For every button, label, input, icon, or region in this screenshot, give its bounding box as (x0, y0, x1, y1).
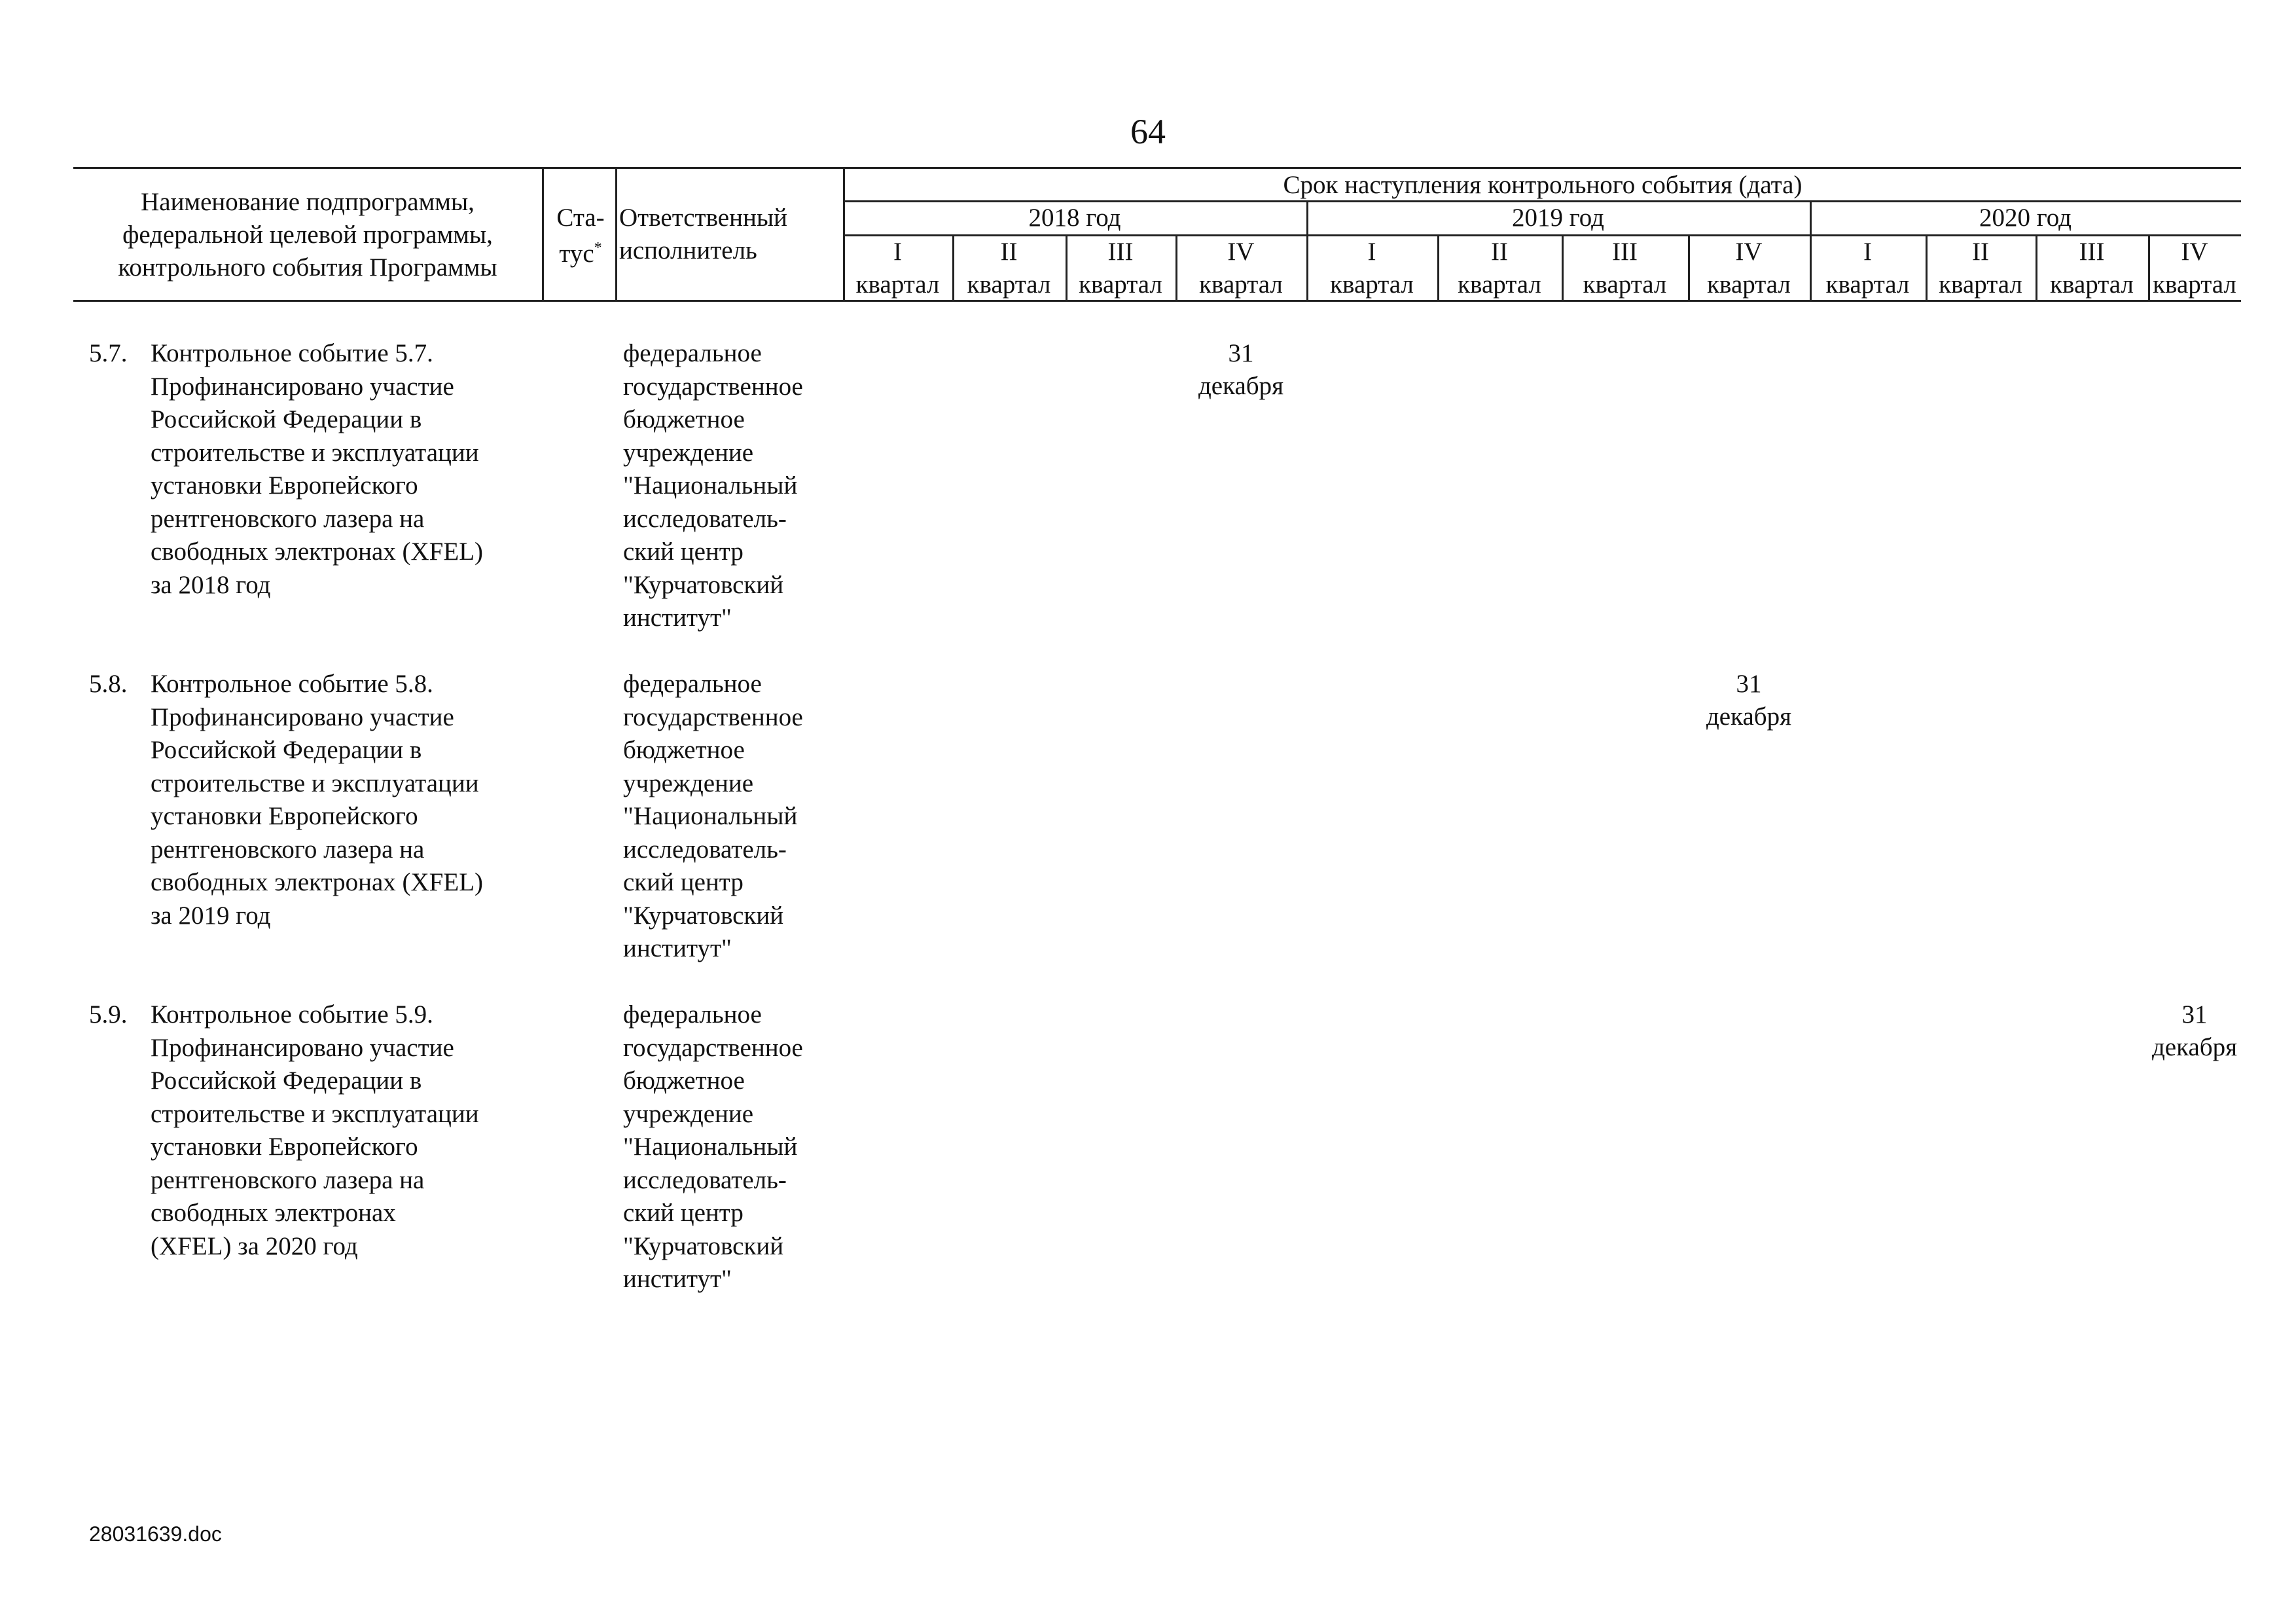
executor-line: "Национальный (623, 1133, 798, 1161)
header-status-column (545, 203, 617, 269)
header-name-column (85, 186, 530, 284)
executor-line: исследователь- (623, 1165, 787, 1194)
row-deadline-date (2129, 998, 2260, 1064)
executor-line: институт" (623, 604, 732, 632)
event-name-line: Контрольное событие 5.8. (151, 670, 433, 698)
event-name-line: рентгеновского лазера на (151, 1165, 425, 1194)
event-name-line: рентгеновского лазера на (151, 504, 425, 533)
document-filename: 28031639.doc (89, 1522, 222, 1546)
executor-line: ский центр (623, 868, 744, 896)
header-quarter-9 (1810, 236, 1926, 301)
quarter-numeral: IV (1735, 238, 1763, 266)
event-name-line: установки Европейского (151, 802, 418, 830)
header-status-line-1: Ста- (556, 204, 605, 232)
event-name-line: Российской Федерации в (151, 405, 422, 433)
header-quarter-10 (1926, 236, 2036, 301)
executor-line: институт" (623, 934, 732, 962)
executor-line: государственное (623, 372, 803, 401)
header-quarter-1 (843, 236, 952, 301)
date-month: декабря (2151, 1033, 2238, 1061)
executor-line: бюджетное (623, 1067, 745, 1095)
header-executor-column (619, 202, 842, 267)
quarter-word: квартал (1583, 270, 1667, 299)
date-month: декабря (1198, 372, 1284, 400)
quarter-word: квартал (1330, 270, 1414, 299)
header-executor-line-1: Ответственный (619, 204, 787, 232)
executor-line: учреждение (623, 1099, 754, 1128)
row-executor (623, 337, 803, 635)
event-name-line: рентгеновского лазера на (151, 835, 425, 864)
executor-line: бюджетное (623, 405, 745, 433)
header-deadline-title: Срок наступления контрольного события (дата) (1283, 171, 1803, 199)
quarter-numeral: III (2079, 238, 2105, 266)
quarter-numeral: III (1107, 238, 1134, 266)
header-status-line-2 (545, 233, 617, 269)
header-status-word: тус (559, 240, 594, 268)
event-name-line: Профинансировано участие (151, 702, 454, 731)
event-name-line: Контрольное событие 5.9. (151, 1000, 433, 1029)
quarter-numeral: I (1367, 238, 1376, 266)
header-name-line-3: контрольного события Программы (118, 253, 497, 282)
event-name-line: свободных электронах (XFEL) (151, 538, 484, 566)
quarter-numeral: II (1000, 238, 1018, 266)
header-name-line-2: федеральной целевой программы, (122, 221, 493, 249)
event-name-line: строительстве и эксплуатации (151, 1099, 479, 1128)
executor-line: "Курчатовский (623, 901, 784, 930)
executor-line: федеральное (623, 339, 762, 367)
executor-line: "Курчатовский (623, 1231, 784, 1260)
event-name-line: Российской Федерации в (151, 1067, 422, 1095)
row-deadline-date (1683, 668, 1814, 733)
executor-line: федеральное (623, 1000, 762, 1029)
event-name-line: установки Европейского (151, 1133, 418, 1161)
header-quarter-11 (2036, 236, 2148, 301)
date-day: 31 (1228, 339, 1254, 367)
event-name-line: (XFEL) за 2020 год (151, 1231, 358, 1260)
quarter-numeral: IV (2181, 238, 2208, 266)
executor-line: государственное (623, 1033, 803, 1062)
header-quarter-4 (1175, 236, 1306, 301)
header-quarter-2 (952, 236, 1066, 301)
executor-line: ский центр (623, 538, 744, 566)
quarter-word: квартал (1939, 270, 2022, 299)
event-name-line: установки Европейского (151, 471, 418, 500)
date-day: 31 (1736, 670, 1762, 698)
quarter-word: квартал (1079, 270, 1162, 299)
date-month: декабря (1706, 702, 1792, 731)
page-number: 64 (1130, 112, 1166, 151)
event-name-line: свободных электронах (XFEL) (151, 868, 484, 896)
quarter-numeral: I (893, 238, 902, 266)
header-quarter-12 (2148, 236, 2241, 301)
quarter-numeral: II (1491, 238, 1508, 266)
event-name-line: Профинансировано участие (151, 1033, 454, 1062)
event-name-line: за 2019 год (151, 901, 271, 930)
executor-line: ский центр (623, 1199, 744, 1227)
event-name-line: свободных электронах (151, 1199, 396, 1227)
event-name-line: Профинансировано участие (151, 372, 454, 401)
executor-line: учреждение (623, 438, 754, 467)
row-number: 5.7. (89, 339, 128, 367)
executor-line: "Национальный (623, 471, 798, 500)
event-name-line: строительстве и эксплуатации (151, 769, 479, 797)
quarter-word: квартал (2153, 270, 2236, 299)
row-executor (623, 998, 803, 1296)
quarter-word: квартал (1199, 270, 1283, 299)
executor-line: исследователь- (623, 504, 787, 533)
header-year-1: 2018 год (1028, 204, 1121, 232)
event-name-line: Контрольное событие 5.7. (151, 339, 433, 367)
executor-line: "Национальный (623, 802, 798, 830)
row-event-name (151, 998, 479, 1263)
quarter-word: квартал (2050, 270, 2134, 299)
header-quarter-5 (1306, 236, 1437, 301)
quarter-numeral: I (1863, 238, 1872, 266)
header-quarter-3 (1066, 236, 1175, 301)
header-year-3: 2020 год (1979, 204, 2072, 232)
header-name-line-1: Наименование подпрограммы, (141, 188, 475, 216)
executor-line: учреждение (623, 769, 754, 797)
executor-line: исследователь- (623, 835, 787, 864)
header-quarter-6 (1437, 236, 1562, 301)
header-quarter-8 (1688, 236, 1810, 301)
executor-line: государственное (623, 702, 803, 731)
event-name-line: строительстве и эксплуатации (151, 438, 479, 467)
quarter-word: квартал (855, 270, 940, 299)
row-event-name (151, 668, 483, 932)
quarter-word: квартал (1707, 270, 1791, 299)
header-status-footnote-mark: * (594, 240, 602, 257)
quarter-word: квартал (1825, 270, 1910, 299)
executor-line: федеральное (623, 670, 762, 698)
row-number: 5.9. (89, 1000, 128, 1029)
quarter-numeral: II (1972, 238, 1989, 266)
executor-line: "Курчатовский (623, 570, 784, 599)
header-year-2: 2019 год (1512, 204, 1604, 232)
quarter-numeral: IV (1227, 238, 1255, 266)
header-executor-line-2: исполнитель (619, 236, 757, 264)
quarter-word: квартал (1458, 270, 1541, 299)
row-number: 5.8. (89, 670, 128, 698)
row-executor (623, 668, 803, 966)
col-divider-status (542, 167, 544, 302)
quarter-numeral: III (1612, 238, 1638, 266)
quarter-word: квартал (967, 270, 1051, 299)
date-day: 31 (2181, 1000, 2208, 1029)
row-deadline-date (1175, 337, 1306, 403)
executor-line: институт" (623, 1265, 732, 1293)
executor-line: бюджетное (623, 736, 745, 764)
event-name-line: за 2018 год (151, 570, 271, 599)
row-event-name (151, 337, 483, 602)
event-name-line: Российской Федерации в (151, 736, 422, 764)
header-quarter-7 (1562, 236, 1688, 301)
